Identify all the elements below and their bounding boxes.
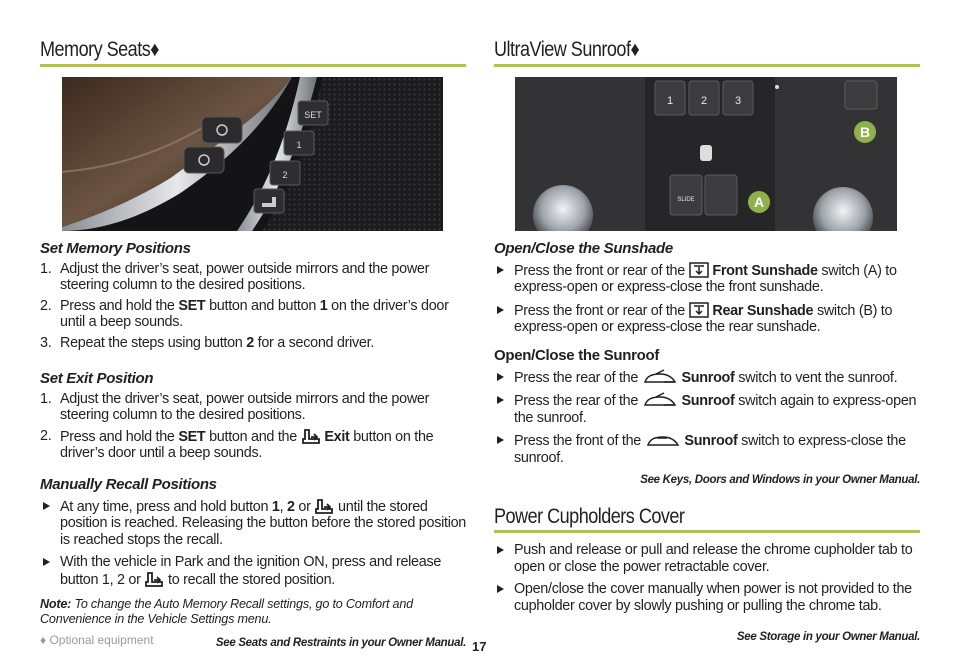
see-seats-reference: See Seats and Restraints in your Owner Manual. (215, 637, 466, 649)
bullet-text: Press the front or rear of the (514, 262, 689, 279)
sunroof-keyword: Sunroof (684, 433, 738, 449)
title-rule (40, 64, 466, 67)
list-item (40, 261, 466, 294)
bullet-text: At any time, press and hold button (60, 498, 272, 515)
exit-seat-icon (144, 571, 164, 587)
step-text: button and the (205, 428, 301, 445)
step-number: 2. (40, 297, 52, 314)
bullet-text: switch to vent the sunroof. (734, 369, 898, 386)
memory-seats-title: Memory Seats♦ (40, 38, 159, 61)
step-text: Adjust the driver’s seat, power outside mirrors and the power steering column to the desired positions. (60, 390, 430, 423)
bullet-text: switch (B) to express-open or express-close the rear sunshade. (514, 302, 893, 335)
bullet-text: Push and release or pull and release the chrome cupholder tab to open or close the power retractable cover. (514, 542, 913, 575)
list-item (40, 298, 466, 331)
set-keyword: SET (178, 428, 206, 445)
step-number: 1. (40, 390, 52, 407)
page-number: 17 (472, 639, 487, 654)
see-keys-reference: See Keys, Doors and Windows in your Owner Manual. (640, 474, 920, 486)
exit-position-heading: Set Exit Position (40, 370, 154, 387)
callout-b-badge: B (854, 121, 876, 143)
bullet-text: or (294, 498, 315, 515)
bullet-arrow-icon (497, 585, 504, 593)
slide-label: SLIDE (677, 197, 695, 203)
title-rule (494, 530, 920, 533)
bullet-arrow-icon (497, 306, 504, 314)
step-text: on the driver’s door until a beep sounds. (60, 297, 449, 330)
bullet-arrow-icon (497, 266, 504, 274)
door-memory-buttons-photo (62, 77, 443, 231)
step-number: 2. (40, 427, 52, 444)
rear-sunshade-icon (689, 302, 709, 318)
manual-recall-section (40, 477, 466, 588)
button-1-label: 1 (296, 140, 302, 150)
indicator-light (775, 85, 779, 89)
sunshade-section (494, 241, 920, 336)
overhead-console-illustration (515, 77, 897, 231)
optional-equipment-note: ♦ Optional equipment (40, 633, 154, 647)
rear-sunshade-keyword: Rear Sunshade (712, 302, 814, 319)
bullet-arrow-icon (497, 373, 504, 381)
bullet-arrow-icon (497, 396, 504, 404)
sunroof-keyword: Sunroof (681, 393, 735, 409)
list-item (494, 392, 920, 426)
bullet-text: Press the front of the (514, 433, 645, 449)
set-memory-heading: Set Memory Positions (40, 240, 191, 257)
exit-keyword: Exit (324, 428, 350, 445)
front-sunshade-icon (689, 262, 709, 278)
step-text: Repeat the steps using button (60, 334, 247, 351)
step-text: button and button (205, 297, 320, 314)
bullet-text: switch (A) to express-open or express-close the front sunshade. (514, 262, 897, 295)
sunroof-heading: Open/Close the Sunroof (494, 347, 660, 364)
list-item (40, 498, 466, 549)
sunroof-keyword: Sunroof (681, 369, 735, 386)
list-item (494, 432, 920, 466)
bullet-text: to recall the stored position. (168, 571, 335, 588)
bullet-arrow-icon (43, 502, 50, 510)
button-keyword: 2 (246, 334, 254, 351)
list-item (494, 369, 920, 387)
exit-seat-icon (301, 428, 321, 444)
sunroof-close-icon (645, 432, 681, 448)
sunshade-heading: Open/Close the Sunshade (494, 240, 673, 257)
button-2-label: 2 (282, 170, 288, 180)
homelink-button-1-label: 1 (666, 95, 674, 107)
cupholders-section (494, 542, 920, 614)
manual-recall-heading: Manually Recall Positions (40, 476, 217, 493)
set-button-label: SET (304, 110, 322, 120)
list-item (40, 554, 466, 588)
door-panel-illustration (62, 77, 443, 231)
list-item (494, 542, 920, 575)
bullet-text: With the vehicle in Park and the ignition ON, press and release button 1, 2 or (60, 554, 442, 588)
title-rule (494, 64, 920, 67)
button-keyword: 1 (271, 498, 280, 515)
homelink-button-2-label: 2 (700, 95, 708, 107)
bullet-arrow-icon (497, 546, 504, 554)
list-item (40, 391, 466, 424)
step-text: Press and hold the (60, 297, 179, 314)
bullet-text: Press the rear of the (514, 369, 642, 386)
exit-seat-icon (314, 498, 334, 514)
cupholders-title: Power Cupholders Cover (494, 505, 685, 528)
bullet-text: Press the rear of the (514, 393, 642, 409)
step-number: 3. (40, 334, 52, 351)
callout-a-badge: A (748, 191, 770, 213)
set-memory-section (40, 241, 466, 351)
bullet-arrow-icon (43, 558, 50, 566)
note-text: To change the Auto Memory Recall settings, go to Comfort and Convenience in the Vehicle Settings menu. (40, 597, 413, 626)
bullet-text: , (279, 498, 288, 515)
front-sunshade-keyword: Front Sunshade (712, 262, 818, 279)
sunroof-title: UltraView Sunroof♦ (494, 38, 640, 61)
map-light-switch (700, 145, 712, 161)
step-text: Adjust the driver’s seat, power outside mirrors and the power steering column to the desired positions. (60, 260, 430, 293)
set-keyword: SET (178, 297, 206, 314)
sunroof-section (494, 348, 920, 466)
bullet-text: Press the front or rear of the (514, 302, 689, 319)
list-item (40, 335, 466, 352)
bullet-text: Open/close the cover manually when power is not provided to the cupholder cover by slowly pushing or pulling the chrome tab. (514, 581, 912, 614)
bullet-text: until the stored position is reached. Releasing the button before the stored position is reached stops the recall. (60, 498, 467, 548)
button-keyword: 1 (319, 297, 328, 314)
list-item (494, 302, 920, 336)
bullet-arrow-icon (497, 436, 504, 444)
list-item (494, 262, 920, 296)
step-text: for a second driver. (253, 334, 375, 351)
step-number: 1. (40, 260, 52, 277)
note-label: Note: (40, 597, 72, 611)
sunroof-open-icon (642, 392, 678, 408)
overhead-console-photo (515, 77, 897, 231)
see-storage-reference: See Storage in your Owner Manual. (736, 631, 920, 643)
memory-note (40, 597, 466, 626)
list-item (494, 581, 920, 614)
homelink-button-3-label: 3 (734, 95, 742, 107)
step-text: button on the driver’s door until a beep sounds. (60, 428, 434, 461)
button-keyword: 2 (287, 498, 295, 515)
bullet-text: switch to express-close the sunroof. (514, 433, 906, 466)
sunroof-vent-icon (642, 369, 678, 385)
exit-position-section (40, 371, 466, 462)
bullet-text: switch again to express-open the sunroof. (514, 393, 917, 426)
step-text: Press and hold the (60, 428, 179, 445)
list-item (40, 428, 466, 462)
